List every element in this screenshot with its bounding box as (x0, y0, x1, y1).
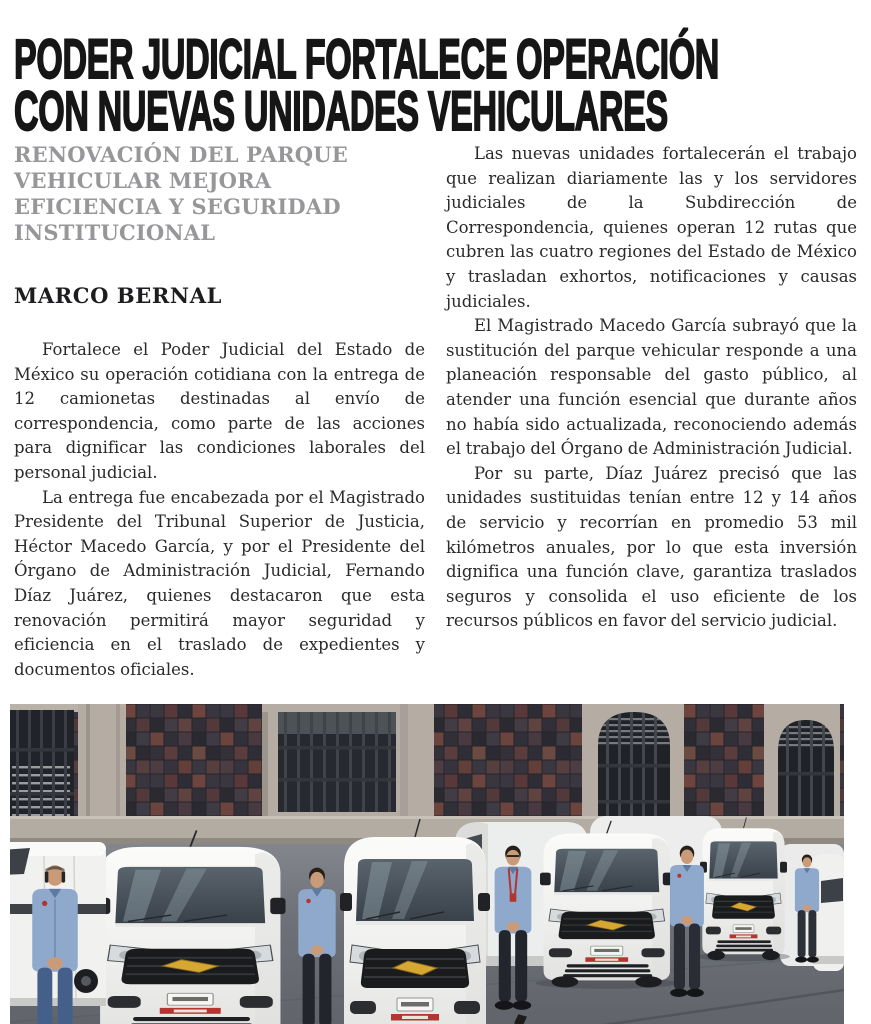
paragraph: El Magistrado Macedo García subrayó que la sustitución del parque vehicular responde a una planeación responsable del gasto público, al atender una función esencial que durante años no había sido actualizada, reconociendo además el trabajo del Órgano de Administración Judicial. (446, 316, 857, 459)
photo-illustration (10, 704, 844, 1024)
delivery-van (697, 818, 790, 962)
left-column (14, 142, 425, 682)
delivery-van (335, 819, 495, 1024)
headline-line-1: PODER JUDICIAL FORTALECE OPERACIÓN (14, 27, 720, 91)
paragraph: Las nuevas unidades fortalecerán el trabajo que realizan diariamente las y los servidores judiciales de la Subdirección de Correspondencia, quienes operan 12 rutas que cubren las cuatro regiones del Estado de México y trasladan exhortos, notificaciones y causas judiciales. (446, 144, 857, 311)
paragraph: Por su parte, Díaz Juárez precisó que las unidades sustituidas tenían entre 12 y 14 años de servicio y recorrían en promedio 53 mil kilómetros anuales, por lo que esta inversión dignifica una función clave, garantiza traslados seguros y consolida el uso eficiente de los recursos públicos en favor del servicio judicial. (446, 463, 857, 631)
headline (14, 0, 857, 143)
subheadline: RENOVACIÓN DEL PARQUE VEHICULAR MEJORA EFICIENCIA Y SEGURIDAD INSTITUCIONAL (14, 142, 348, 245)
byline: MARCO BERNAL (14, 283, 222, 308)
headline-line-2: CON NUEVAS UNIDADES VEHICULARES (14, 79, 668, 143)
barred-window-left (10, 704, 78, 834)
delivery-van (536, 821, 678, 989)
article-columns (14, 142, 857, 682)
article-photo (10, 704, 844, 1024)
delivery-van (89, 831, 292, 1024)
paragraph: La entrega fue encabezada por el Magistrado Presidente del Tribunal Superior de Justicia, Héctor Macedo García, y por el Presidente del Órgano de Administración Judicial, Fernando Díaz Juárez, quienes destacaron que esta renovación permitirá mayor seguridad y eficiencia en el traslado de expedientes y documentos oficiales. (14, 487, 425, 679)
right-column (446, 142, 857, 682)
paragraph: Fortalece el Poder Judicial del Estado de México su operación cotidiana con la entrega de 12 camionetas destinadas al envío de correspondencia, como parte de las acciones para dignificar las condiciones laborales del personal judicial. (14, 340, 425, 482)
